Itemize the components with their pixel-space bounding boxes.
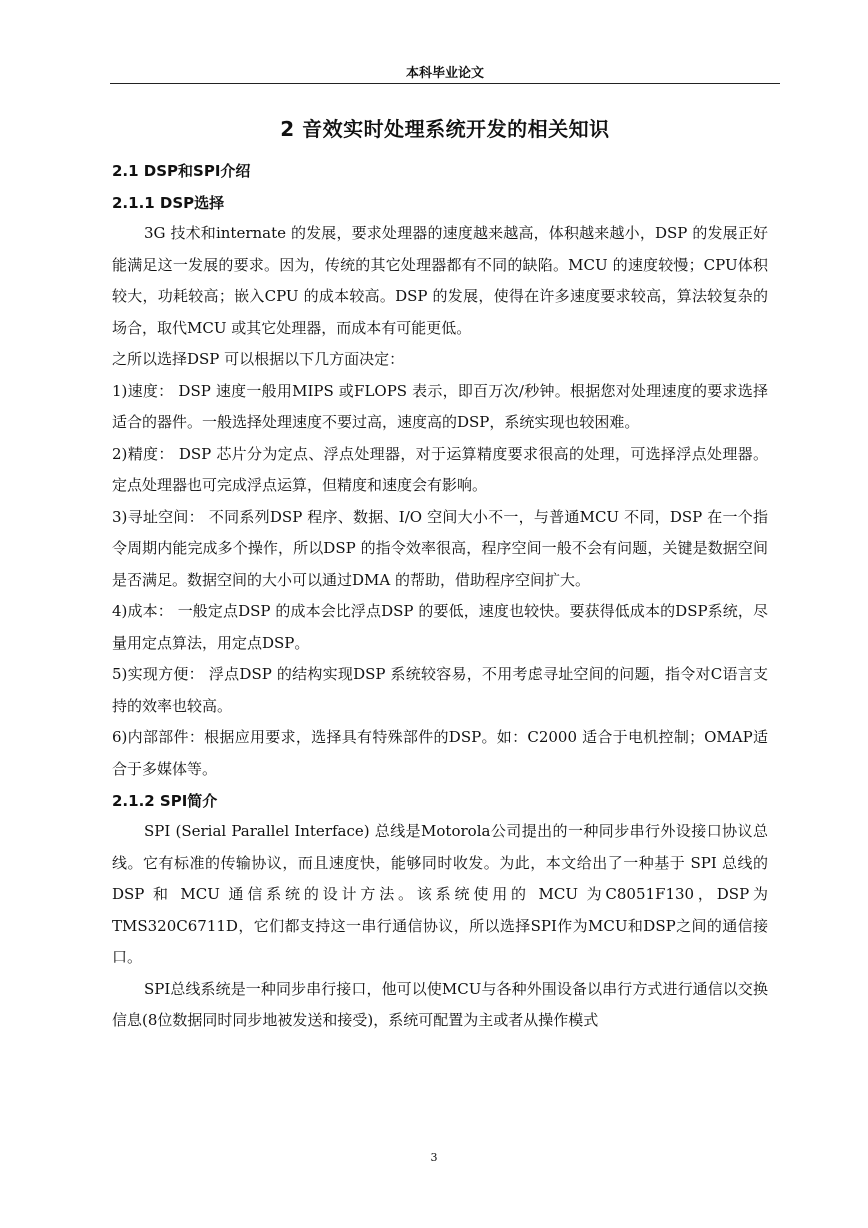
chapter-title: 2 音效实时处理系统开发的相关知识 [280,117,610,141]
paragraph-dsp-intro: 3G 技术和internate 的发展，要求处理器的速度越来越高，体积越来越小，DSP 的发展正好能满足这一发展的要求。因为，传统的其它处理器都有不同的缺陷。MCU 的速度较慢；CPU体积较大，功耗较高；嵌入CPU 的成本较高。DSP 的发展，使得在许多速度要求较高，算法较复杂的场合，取代MCU 或其它处理器，而成本有可能更低。 [112,224,768,337]
paragraph-spi-intro: SPI (Serial Parallel Interface) 总线是Motorola公司提出的一种同步串行外设接口协议总线。它有标准的传输协议，而且速度快，能够同时收发。为此，本文给出了一种基于 SPI 总线的 DSP 和 MCU 通信系统的设计方法。该系统使用的 MCU 为C8051F130，DSP为TMS320C6711D，它们都支持这一串行通信协议，所以选择SPI作为MCU和DSP之间的通信接口。 [112,822,768,966]
list-item-speed: 1)速度： DSP 速度一般用MIPS 或FLOPS 表示，即百万次/秒钟。根据您对处理速度的要求选择适合的器件。一般选择处理速度不要过高，速度高的DSP，系统实现也较困难。 [112,381,768,431]
section-heading-2-1-1: 2.1.1 DSP选择 [112,194,225,212]
section-heading-2-1: 2.1 DSP和SPI介绍 [112,162,251,180]
list-item-addressing: 3)寻址空间： 不同系列DSP 程序、数据、I/O 空间大小不一，与普通MCU 不同，DSP 在一个指令周期内能完成多个操作，所以DSP 的指令效率很高，程序空间一般不会有问题，关键是数据空间是否满足。数据空间的大小可以通过DMA 的帮助，借助程序空间扩大。 [112,507,768,589]
list-item-precision: 2)精度： DSP 芯片分为定点、浮点处理器，对于运算精度要求很高的处理，可选择浮点处理器。定点处理器也可完成浮点运算，但精度和速度会有影响。 [112,444,768,494]
list-item-ease: 5)实现方便： 浮点DSP 的结构实现DSP 系统较容易，不用考虑寻址空间的问题，指令对C语言支持的效率也较高。 [112,665,768,715]
page-body [112,156,768,1037]
paragraph-dsp-criteria-intro: 之所以选择DSP 可以根据以下几方面决定： [112,350,405,368]
header-rule [110,83,780,84]
list-item-components: 6)内部部件：根据应用要求，选择具有特殊部件的DSP。如：C2000 适合于电机控制；OMAP适合于多媒体等。 [112,728,768,778]
list-item-cost: 4)成本： 一般定点DSP 的成本会比浮点DSP 的要低，速度也较快。要获得低成本的DSP系统，尽量用定点算法，用定点DSP。 [112,602,768,652]
paragraph-spi-system: SPI总线系统是一种同步串行接口，他可以使MCU与各种外围设备以串行方式进行通信以交换信息(8位数据同时同步地被发送和接受)，系统可配置为主或者从操作模式 [112,979,768,1029]
running-header: 本科毕业论文 [405,66,484,81]
section-heading-2-1-2: 2.1.2 SPI简介 [112,792,218,810]
page-number: 3 [430,1151,438,1164]
